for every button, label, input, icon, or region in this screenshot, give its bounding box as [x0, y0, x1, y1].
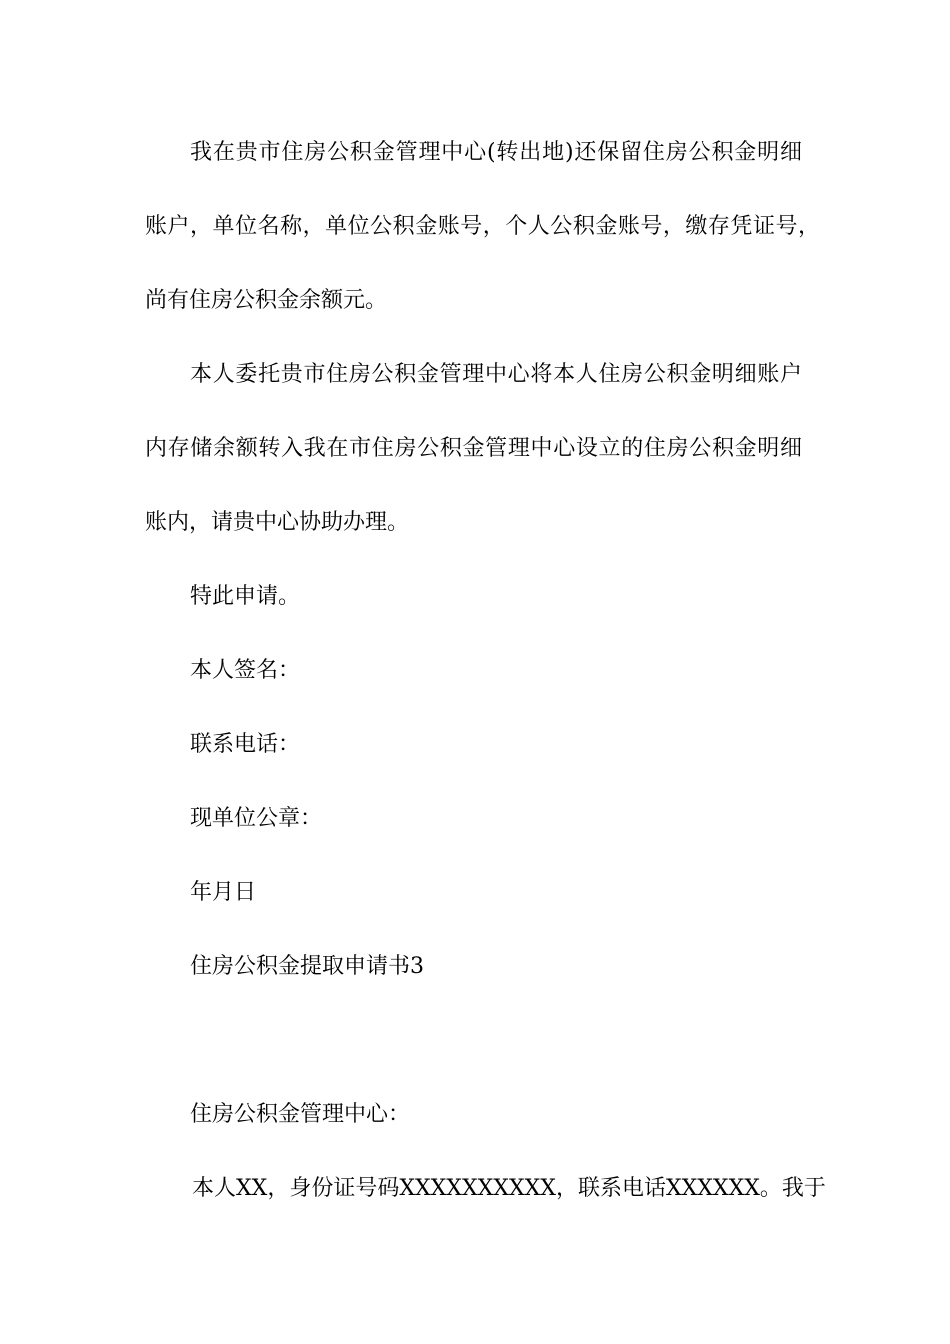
signature-label: 本人签名：: [190, 658, 301, 683]
paragraph-1-line-3: 尚有住房公积金余额元。: [145, 288, 388, 313]
salutation: 住房公积金管理中心：: [190, 1102, 411, 1127]
body-start-line: 本人XX，身份证号码XXXXXXXXXX，联系电话XXXXXX。我于: [192, 1176, 826, 1201]
paragraph-1-line-1: 我在贵市住房公积金管理中心(转出地)还保留住房公积金明细: [190, 140, 802, 165]
paragraph-2-line-3: 账内，请贵中心协助办理。: [145, 510, 410, 535]
section-title: 住房公积金提取申请书3: [190, 954, 424, 979]
paragraph-2-line-1: 本人委托贵市住房公积金管理中心将本人住房公积金明细账户: [190, 362, 802, 387]
date-label: 年月日: [190, 880, 257, 905]
paragraph-2-line-2: 内存储余额转入我在市住房公积金管理中心设立的住房公积金明细: [145, 436, 802, 461]
request-text: 特此申请。: [190, 584, 301, 609]
phone-label: 联系电话：: [190, 732, 301, 757]
seal-label: 现单位公章：: [190, 806, 323, 831]
paragraph-1-line-2: 账户，单位名称，单位公积金账号，个人公积金账号，缴存凭证号，: [145, 214, 820, 239]
